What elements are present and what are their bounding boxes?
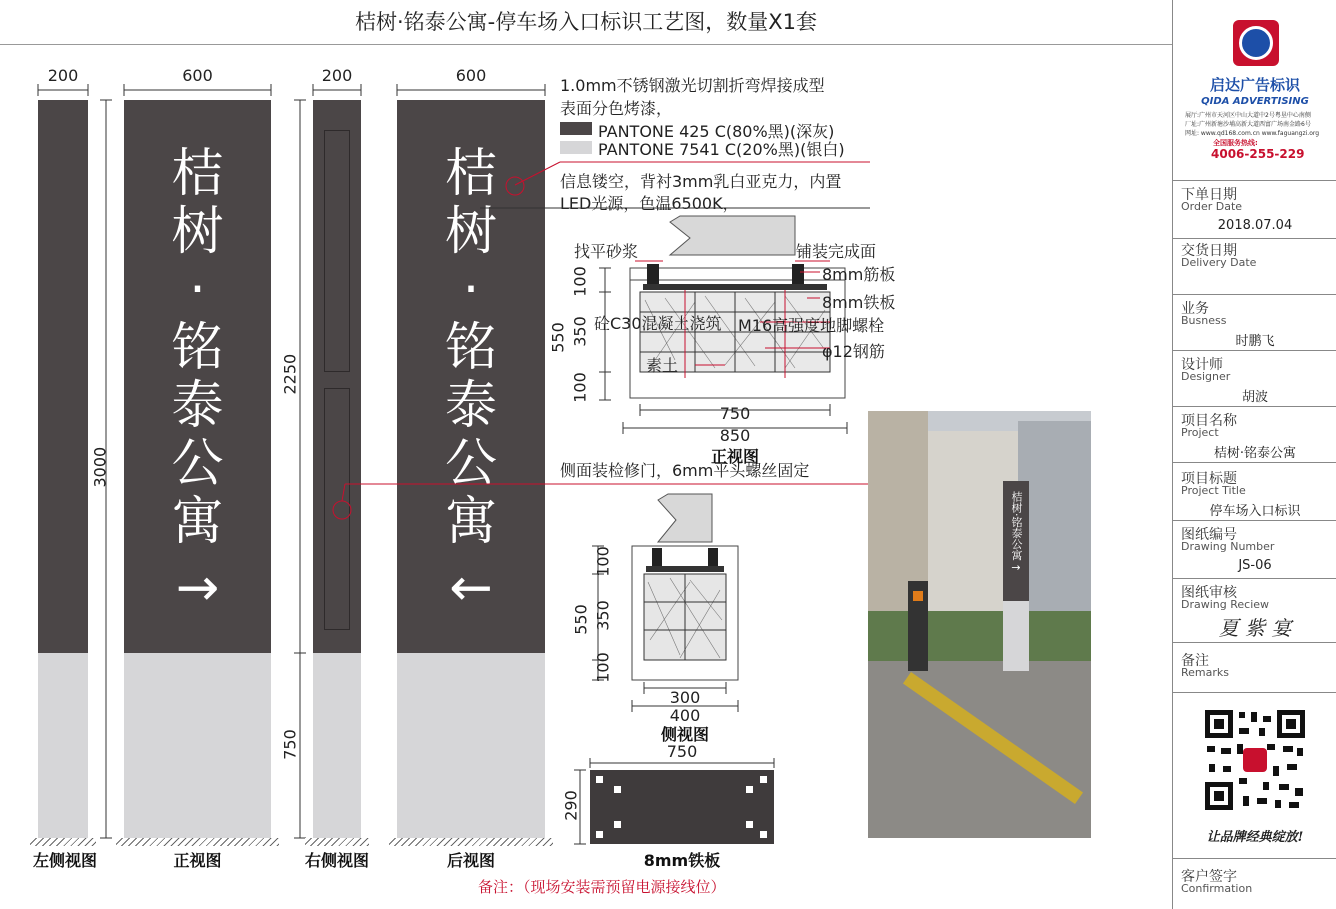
website: 网址: www.qd168.com.cn www.faguangzi.org xyxy=(1185,130,1320,137)
row-key-en: Remarks xyxy=(1181,666,1229,679)
dim-left-width: 200 xyxy=(47,66,79,85)
sign-char: · xyxy=(462,260,480,320)
ground-hatch xyxy=(305,838,369,846)
sign-char: 铭 xyxy=(444,318,497,378)
row-key-en: Busness xyxy=(1181,314,1227,327)
row-delivery-date xyxy=(1173,238,1336,295)
title-block-sidebar xyxy=(1172,0,1336,909)
caption-iron-plate: 8mm铁板 xyxy=(643,851,721,870)
site-photo xyxy=(868,411,1091,838)
dim-750: 750 xyxy=(280,729,300,760)
front-view-base-panel xyxy=(124,653,271,838)
reviewer-signature: 夏 紫 宴 xyxy=(1218,616,1292,640)
label-rebar: φ12钢筋 xyxy=(822,342,885,361)
label-mortar: 找平砂浆 xyxy=(574,242,639,261)
swatch-dark-grey xyxy=(560,122,592,135)
note-side-door: 侧面装检修门，6mm平头螺丝固定 xyxy=(560,461,810,480)
note-info-1: 信息镂空，背衬3mm乳白亚克力，内置 xyxy=(560,172,842,191)
row-key: 交货日期 xyxy=(1181,243,1237,259)
label-concrete: 砼C30混凝土浇筑 xyxy=(594,314,722,333)
row-key-en: Order Date xyxy=(1181,200,1243,213)
row-key-en: Drawing Reciew xyxy=(1181,598,1270,611)
iron-plate-drawing xyxy=(560,758,780,848)
row-key-en: Project Title xyxy=(1181,484,1246,497)
left-view-top-panel xyxy=(38,100,88,653)
company-logo-icon xyxy=(1233,20,1279,66)
row-key-en: Drawing Number xyxy=(1181,540,1275,553)
dim-front-550: 550 xyxy=(548,322,568,353)
sign-char: 泰 xyxy=(444,376,497,436)
dim-front-850: 850 xyxy=(719,426,751,445)
remark-note: 备注：（现场安装需预留电源接线位） xyxy=(478,878,726,896)
note-material-2: 表面分色烤漆， xyxy=(560,99,673,118)
note-material-1: 1.0mm不锈钢激光切割折弯焊接成型 xyxy=(560,76,825,95)
row-key: 备注 xyxy=(1181,653,1209,669)
ground-hatch xyxy=(116,838,279,846)
arrow-left-icon: ← xyxy=(449,558,493,618)
logo-cn: 启达广告标识 xyxy=(1209,76,1300,94)
row-business xyxy=(1173,296,1336,351)
dim-plate-290: 290 xyxy=(561,790,581,821)
hotline-number: 4006-255-229 xyxy=(1211,147,1305,161)
addr-2: 厂址:广州新塘沙埔高新大道西富广场南金路6号 xyxy=(1185,121,1311,128)
row-drawing-review xyxy=(1173,580,1336,643)
dim-3000: 3000 xyxy=(90,446,110,488)
row-designer xyxy=(1173,352,1336,407)
dim-side-300: 300 xyxy=(669,688,701,707)
dim-side-550: 550 xyxy=(571,604,591,635)
row-value: 桔树·铭泰公寓 xyxy=(1213,446,1297,461)
row-confirmation xyxy=(1173,860,1336,908)
note-pantone-2: PANTONE 7541 C(20%黑)(银白) xyxy=(598,140,845,159)
sign-char: 泰 xyxy=(171,376,224,436)
note-info-2: LED光源，色温6500K， xyxy=(560,194,739,213)
slogan: 让品牌经典绽放! xyxy=(1206,830,1304,845)
row-key: 业务 xyxy=(1181,301,1209,317)
label-rib: 8mm筋板 xyxy=(822,265,896,284)
dim-back-width: 600 xyxy=(455,66,487,85)
row-key-en: Designer xyxy=(1181,370,1231,383)
sign-char: · xyxy=(189,260,206,320)
sign-char: 树 xyxy=(171,202,224,262)
row-value: 时鹏飞 xyxy=(1235,334,1275,349)
caption-side-foundation: 侧视图 xyxy=(660,725,709,744)
row-remarks xyxy=(1173,644,1336,693)
sign-char: 铭 xyxy=(171,318,224,378)
sign-char: 桔 xyxy=(171,144,224,204)
label-plate: 8mm铁板 xyxy=(822,293,896,312)
sign-char: 寓 xyxy=(444,492,497,552)
page-title: 桔树·铭泰公寓-停车场入口标识工艺图，数量X1套 xyxy=(0,0,1172,45)
dim-front-100-bottom: 100 xyxy=(570,372,590,403)
dim-side-100-top: 100 xyxy=(593,546,613,577)
photo-sign-base xyxy=(1003,601,1029,671)
label-bolt: M16高强度地脚螺栓 xyxy=(738,316,885,335)
row-value: 2018.07.04 xyxy=(1217,218,1293,233)
row-key: 图纸编号 xyxy=(1181,527,1237,543)
dim-side-350: 350 xyxy=(593,600,613,631)
label-right-view: 右侧视图 xyxy=(304,851,369,870)
row-key: 客户签字 xyxy=(1181,869,1237,885)
row-key-en: Project xyxy=(1181,426,1219,439)
sign-char: 公 xyxy=(171,434,224,494)
dim-right-width: 200 xyxy=(321,66,353,85)
note-pantone-1: PANTONE 425 C(80%黑)(深灰) xyxy=(598,122,835,141)
right-view-base-panel xyxy=(313,653,361,838)
row-project xyxy=(1173,408,1336,463)
photo-sign-text: 桔树·铭泰公寓 xyxy=(1010,491,1023,561)
label-back-view: 后视图 xyxy=(446,851,495,870)
label-left-view: 左侧视图 xyxy=(32,851,97,870)
left-view-base-panel xyxy=(38,653,88,838)
row-key: 图纸审核 xyxy=(1181,585,1237,601)
label-paving: 铺装完成面 xyxy=(796,242,877,261)
dim-side-400: 400 xyxy=(669,706,701,725)
addr-1: 展厅:广州市天河区中山大道中2号粤垦中心南侧 xyxy=(1185,112,1311,119)
arrow-right-icon: → xyxy=(175,558,220,618)
sign-char: 寓 xyxy=(171,492,224,552)
photo-sign xyxy=(1003,481,1029,601)
ground-hatch xyxy=(30,838,96,846)
front-sign-text xyxy=(124,144,271,620)
row-key: 下单日期 xyxy=(1181,187,1237,203)
row-drawing-number xyxy=(1173,522,1336,579)
row-value: 停车场入口标识 xyxy=(1209,504,1301,519)
sign-char: 桔 xyxy=(444,144,497,204)
logo-en: QIDA ADVERTISING xyxy=(1201,96,1309,107)
row-key: 设计师 xyxy=(1181,357,1223,373)
label-soil: 素土 xyxy=(646,356,679,375)
row-key: 项目名称 xyxy=(1181,413,1237,429)
dim-front-350: 350 xyxy=(570,316,590,347)
sign-char: 公 xyxy=(444,434,497,494)
dim-2250: 2250 xyxy=(280,353,300,395)
dim-side-100-bottom: 100 xyxy=(593,652,613,683)
sign-char: 树 xyxy=(444,202,497,262)
company-logo-block xyxy=(1173,0,1336,181)
photo-arrow-icon: → xyxy=(1011,560,1021,574)
row-key-en: Confirmation xyxy=(1181,882,1253,895)
qr-code-icon xyxy=(1203,708,1307,812)
row-value: 胡波 xyxy=(1241,390,1268,405)
row-order-date xyxy=(1173,182,1336,239)
row-value: JS-06 xyxy=(1238,558,1272,573)
dim-plate-750: 750 xyxy=(666,742,698,761)
row-key-en: Delivery Date xyxy=(1181,256,1257,269)
dim-front-750: 750 xyxy=(719,404,751,423)
row-project-title xyxy=(1173,466,1336,521)
dim-front-100-top: 100 xyxy=(570,266,590,297)
row-key: 项目标题 xyxy=(1181,471,1237,487)
hotline-label: 全国服务热线: xyxy=(1213,139,1258,147)
qr-block xyxy=(1173,694,1336,859)
dim-front-width: 600 xyxy=(182,66,213,85)
caption-front-foundation: 正视图 xyxy=(710,447,759,466)
back-view-base-panel xyxy=(397,653,545,838)
ground-hatch xyxy=(389,838,553,846)
label-front-view: 正视图 xyxy=(173,851,222,870)
